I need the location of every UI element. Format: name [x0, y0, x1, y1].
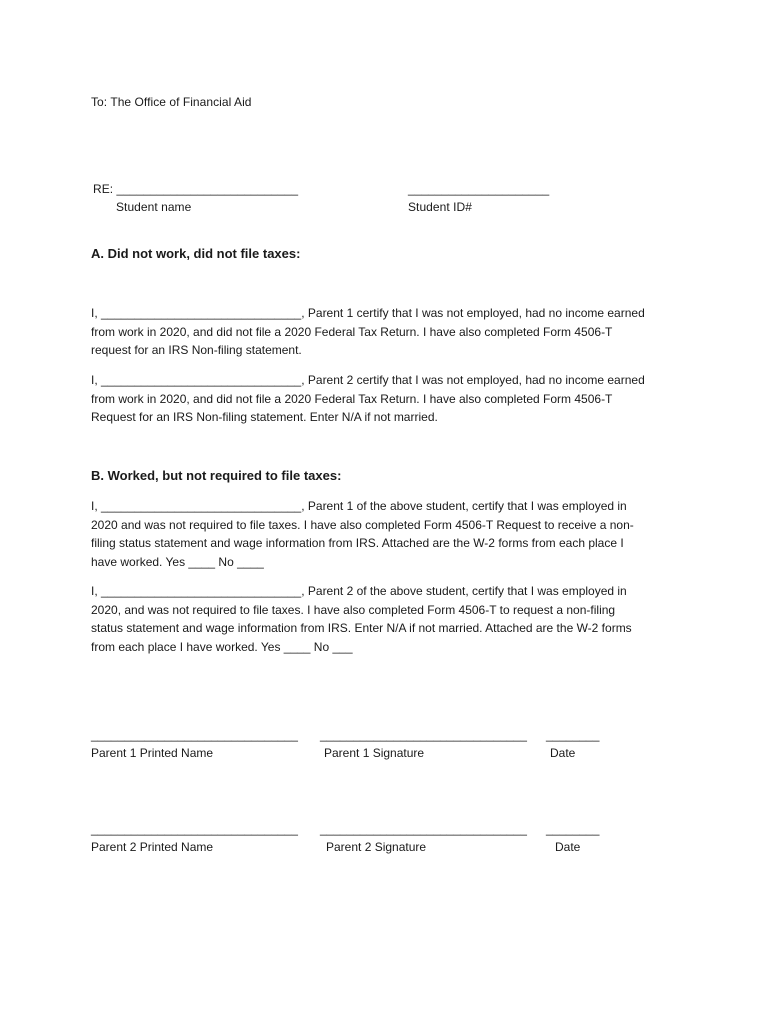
parent2-printed-name-field[interactable]: _______________________________: [91, 822, 298, 836]
student-id-label: Student ID#: [408, 200, 472, 214]
student-name-label: Student name: [116, 200, 192, 214]
parent1-signature-field[interactable]: _______________________________: [320, 728, 527, 742]
paragraph-line: 2020 and was not required to file taxes. I have also completed Form 4506-T Request to receive a non-: [91, 517, 634, 532]
parent1-printed-name-label: Parent 1 Printed Name: [91, 746, 214, 760]
parent2-date-label: Date: [555, 840, 581, 854]
parent1-printed-name-field[interactable]: _______________________________: [91, 728, 298, 742]
parent2-date-field[interactable]: ________: [546, 822, 600, 836]
paragraph-line: filing status statement and wage information from IRS. Attached are the W-2 forms from each place I: [91, 536, 624, 551]
section-b-parent2-paragraph: [91, 582, 691, 657]
parent1-signature-label: Parent 1 Signature: [324, 746, 425, 760]
paragraph-line: from work in 2020, and did not file a 2020 Federal Tax Return. I have also completed Form 4506-T: [91, 391, 613, 406]
section-b-parent1-paragraph: [91, 497, 691, 572]
paragraph-line: Request for an IRS Non-filing statement. Enter N/A if not married.: [91, 410, 438, 425]
paragraph-line: request for an IRS Non-filing statement.: [91, 343, 302, 358]
parent2-signature-label: Parent 2 Signature: [326, 840, 427, 854]
paragraph-line: I, ______________________________, Parent 1 certify that I was not employed, had no income earned: [91, 306, 645, 320]
paragraph-line: I, ______________________________, Parent 2 certify that I was not employed, had no income earned: [91, 373, 645, 387]
parent2-printed-name-label: Parent 2 Printed Name: [91, 840, 214, 854]
paragraph-line: 2020, and was not required to file taxes. I have also completed Form 4506-T to request a non-filing: [91, 602, 616, 617]
paragraph-line: from work in 2020, and did not file a 2020 Federal Tax Return. I have also completed Form 4506-T: [91, 324, 613, 339]
student-id-field[interactable]: _____________________: [408, 182, 550, 196]
section-b-heading: B. Worked, but not required to file taxes:: [91, 468, 342, 483]
paragraph-line: from each place I have worked. Yes ____ No ___: [91, 640, 353, 655]
parent2-signature-field[interactable]: _______________________________: [320, 822, 527, 836]
paragraph-line: status statement and wage information from IRS. Enter N/A if not married. Attached are the W-2 forms: [91, 621, 632, 636]
paragraph-line: I, ______________________________, Parent 1 of the above student, certify that I was employed in: [91, 499, 627, 513]
section-a-heading: A. Did not work, did not file taxes:: [91, 246, 301, 261]
paragraph-line: have worked. Yes ____ No ____: [91, 555, 264, 570]
to-line: To: The Office of Financial Aid: [91, 95, 252, 109]
section-a-parent1-paragraph: [91, 304, 691, 360]
parent1-date-field[interactable]: ________: [546, 728, 600, 742]
section-a-parent2-paragraph: [91, 371, 691, 427]
re-student-name-field[interactable]: RE: ___________________________: [93, 182, 299, 196]
parent1-date-label: Date: [550, 746, 576, 760]
paragraph-line: I, ______________________________, Parent 2 of the above student, certify that I was employed in: [91, 584, 627, 598]
